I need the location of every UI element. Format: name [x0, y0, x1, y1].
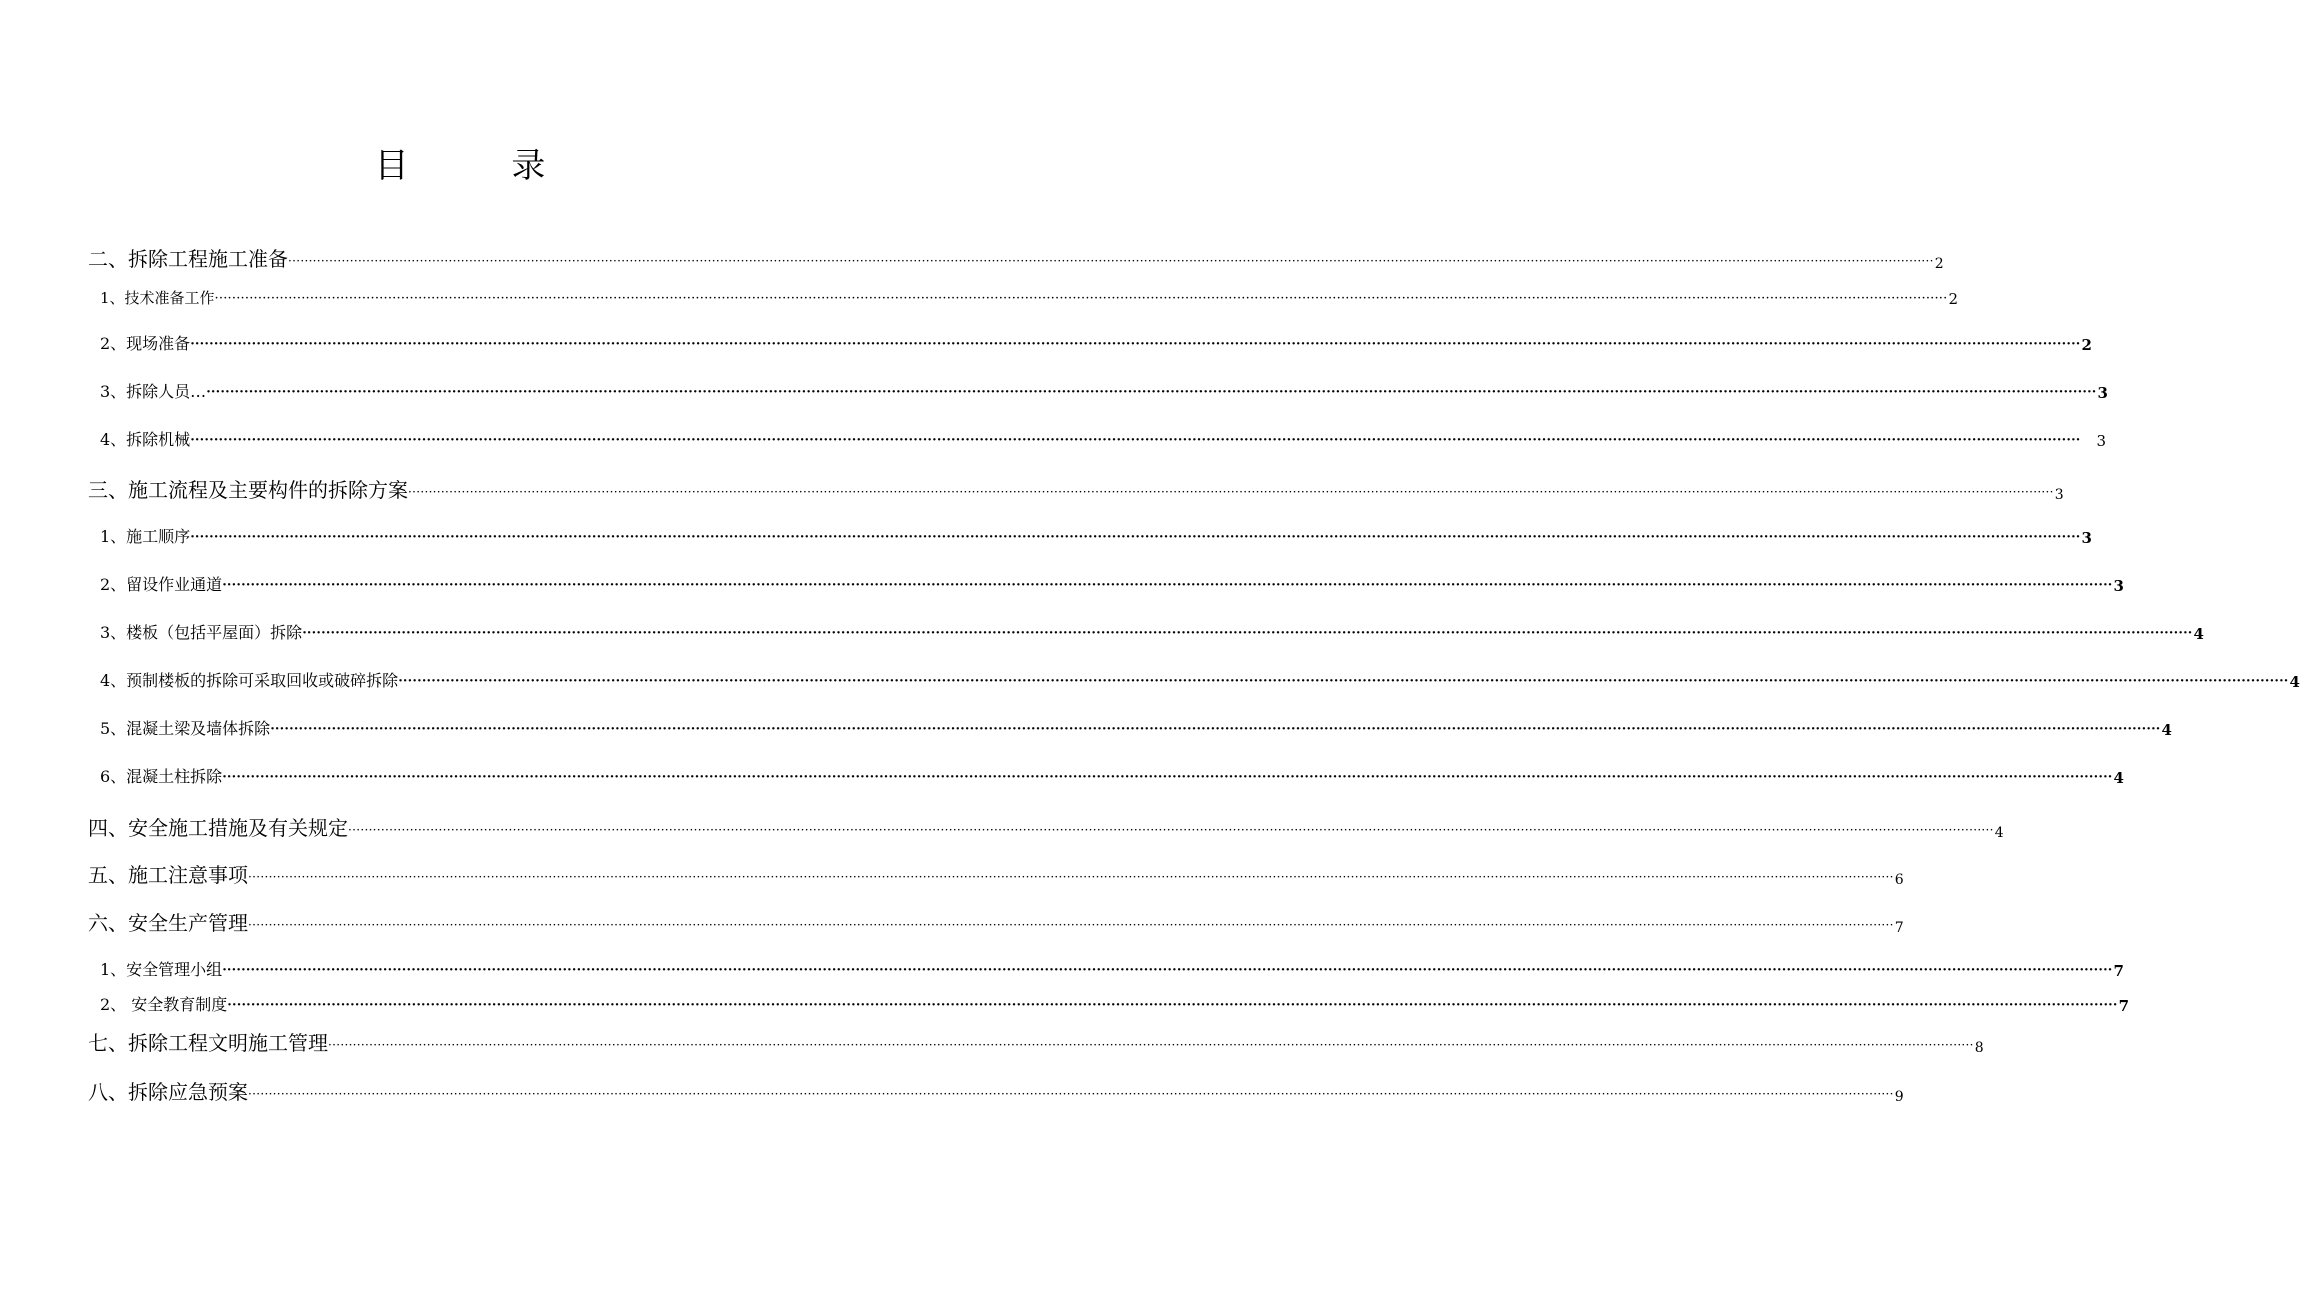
dot-leader: ················································································································································································································································································································································································································	[222, 963, 2113, 978]
dot-leader: ················································································································································································································································································································································································································	[190, 337, 2081, 352]
toc-entry[interactable]	[88, 859, 1904, 888]
toc-entry-page: 7	[2118, 997, 2130, 1015]
toc-entry[interactable]	[100, 427, 2107, 450]
toc-entry[interactable]	[100, 331, 2092, 354]
toc-entry[interactable]	[100, 716, 2172, 739]
toc-entry[interactable]	[88, 812, 2004, 841]
toc-entry-page: 9	[1894, 1089, 1904, 1105]
toc-entry[interactable]	[88, 1027, 1984, 1056]
toc-entry-page: 3	[2096, 432, 2107, 450]
toc-entry-label: 2、 安全教育制度	[100, 995, 228, 1014]
toc-entry[interactable]	[100, 572, 2124, 595]
toc-entry-label: 2、留设作业通道	[100, 575, 223, 594]
toc-entry-label: 4、预制楼板的拆除可采取回收或破碎拆除	[100, 671, 399, 690]
toc-entry-label: 1、安全管理小组	[100, 960, 223, 979]
toc-entry[interactable]	[100, 992, 2130, 1015]
dot-leader: ················································································································································································································································································································································································································	[248, 918, 1894, 932]
toc-entry[interactable]	[88, 243, 1944, 272]
toc-entry-label: 三、施工流程及主要构件的拆除方案	[88, 478, 408, 502]
toc-title: 目 录	[374, 146, 592, 186]
toc-entry-page: 7	[2113, 962, 2124, 980]
toc-entry[interactable]	[100, 620, 2204, 643]
toc-entry-label: 七、拆除工程文明施工管理	[88, 1031, 328, 1055]
toc-entry[interactable]	[88, 474, 2064, 503]
toc-entry-page: 3	[2113, 577, 2124, 595]
dot-leader: ················································································································································································································································································································································································································	[190, 530, 2081, 545]
toc-entry-label: 3、拆除人员…	[100, 382, 207, 401]
dot-leader: ················································································································································································································································································································································································································	[398, 674, 2289, 689]
toc-entry-page: 4	[2113, 769, 2124, 787]
toc-entry[interactable]	[88, 907, 1904, 936]
toc-entry[interactable]	[100, 287, 1959, 308]
toc-entry-page: 2	[1934, 256, 1944, 272]
toc-entry-page: 4	[2289, 673, 2300, 691]
toc-entry-page: 2	[1948, 290, 1959, 308]
dot-leader: ················································································································································································································································································································································································································	[190, 433, 2081, 448]
dot-leader: ················································································································································································································································································································································································································	[227, 998, 2118, 1013]
toc-entry[interactable]	[88, 1076, 1904, 1105]
toc-entry-page: 3	[2054, 487, 2064, 503]
toc-entry-page: 6	[1894, 872, 1904, 888]
toc-entry-label: 二、拆除工程施工准备	[88, 247, 288, 271]
toc-entry-label: 1、施工顺序	[100, 527, 191, 546]
dot-leader: ················································································································································································································································································································································································································	[214, 291, 1948, 306]
toc-entry-page: 3	[2081, 529, 2092, 547]
dot-leader: ················································································································································································································································································································································································································	[222, 578, 2113, 593]
toc-entry-label: 2、现场准备	[100, 334, 191, 353]
toc-entry-label: 6、混凝土柱拆除	[100, 767, 223, 786]
toc-entry-page: 2	[2081, 336, 2092, 354]
toc-entry-page: 3	[2097, 384, 2108, 402]
toc-entry-label: 六、安全生产管理	[88, 911, 248, 935]
dot-leader: ················································································································································································································································································································································································································	[248, 1087, 1894, 1101]
toc-entry[interactable]	[100, 668, 2300, 691]
toc-entry[interactable]	[100, 524, 2092, 547]
toc-entry[interactable]	[100, 379, 2108, 402]
dot-leader: ················································································································································································································································································································································································································	[206, 385, 2097, 400]
toc-entry-page: 8	[1974, 1040, 1984, 1056]
toc-entry[interactable]	[100, 764, 2124, 787]
dot-leader: ················································································································································································································································································································································································································	[302, 626, 2193, 641]
dot-leader: ················································································································································································································································································································································································································	[222, 770, 2113, 785]
toc-entry-page: 4	[2193, 625, 2204, 643]
dot-leader: ················································································································································································································································································································································································································	[270, 722, 2161, 737]
toc-entry[interactable]	[100, 957, 2124, 980]
toc-entry-label: 五、施工注意事项	[88, 863, 248, 887]
toc-entry-label: 3、楼板（包括平屋面）拆除	[100, 623, 303, 642]
dot-leader: ················································································································································································································································································································································································································	[408, 485, 2054, 499]
dot-leader: ················································································································································································································································································································································································································	[348, 823, 1994, 837]
toc-entry-label: 八、拆除应急预案	[88, 1080, 248, 1104]
dot-leader: ················································································································································································································································································································································································································	[288, 254, 1934, 268]
dot-leader: ················································································································································································································································································································································································································	[328, 1038, 1974, 1052]
toc-entry-page: 4	[1994, 825, 2004, 841]
toc-entry-label: 4、拆除机械	[100, 430, 191, 449]
toc-entry-page: 7	[1894, 920, 1904, 936]
toc-entry-label: 1、技术准备工作	[100, 289, 215, 307]
toc-entry-page: 4	[2161, 721, 2172, 739]
toc-entry-label: 5、混凝土梁及墙体拆除	[100, 719, 271, 738]
dot-leader: ················································································································································································································································································································································································································	[248, 870, 1894, 884]
toc-entry-label: 四、安全施工措施及有关规定	[88, 816, 348, 840]
